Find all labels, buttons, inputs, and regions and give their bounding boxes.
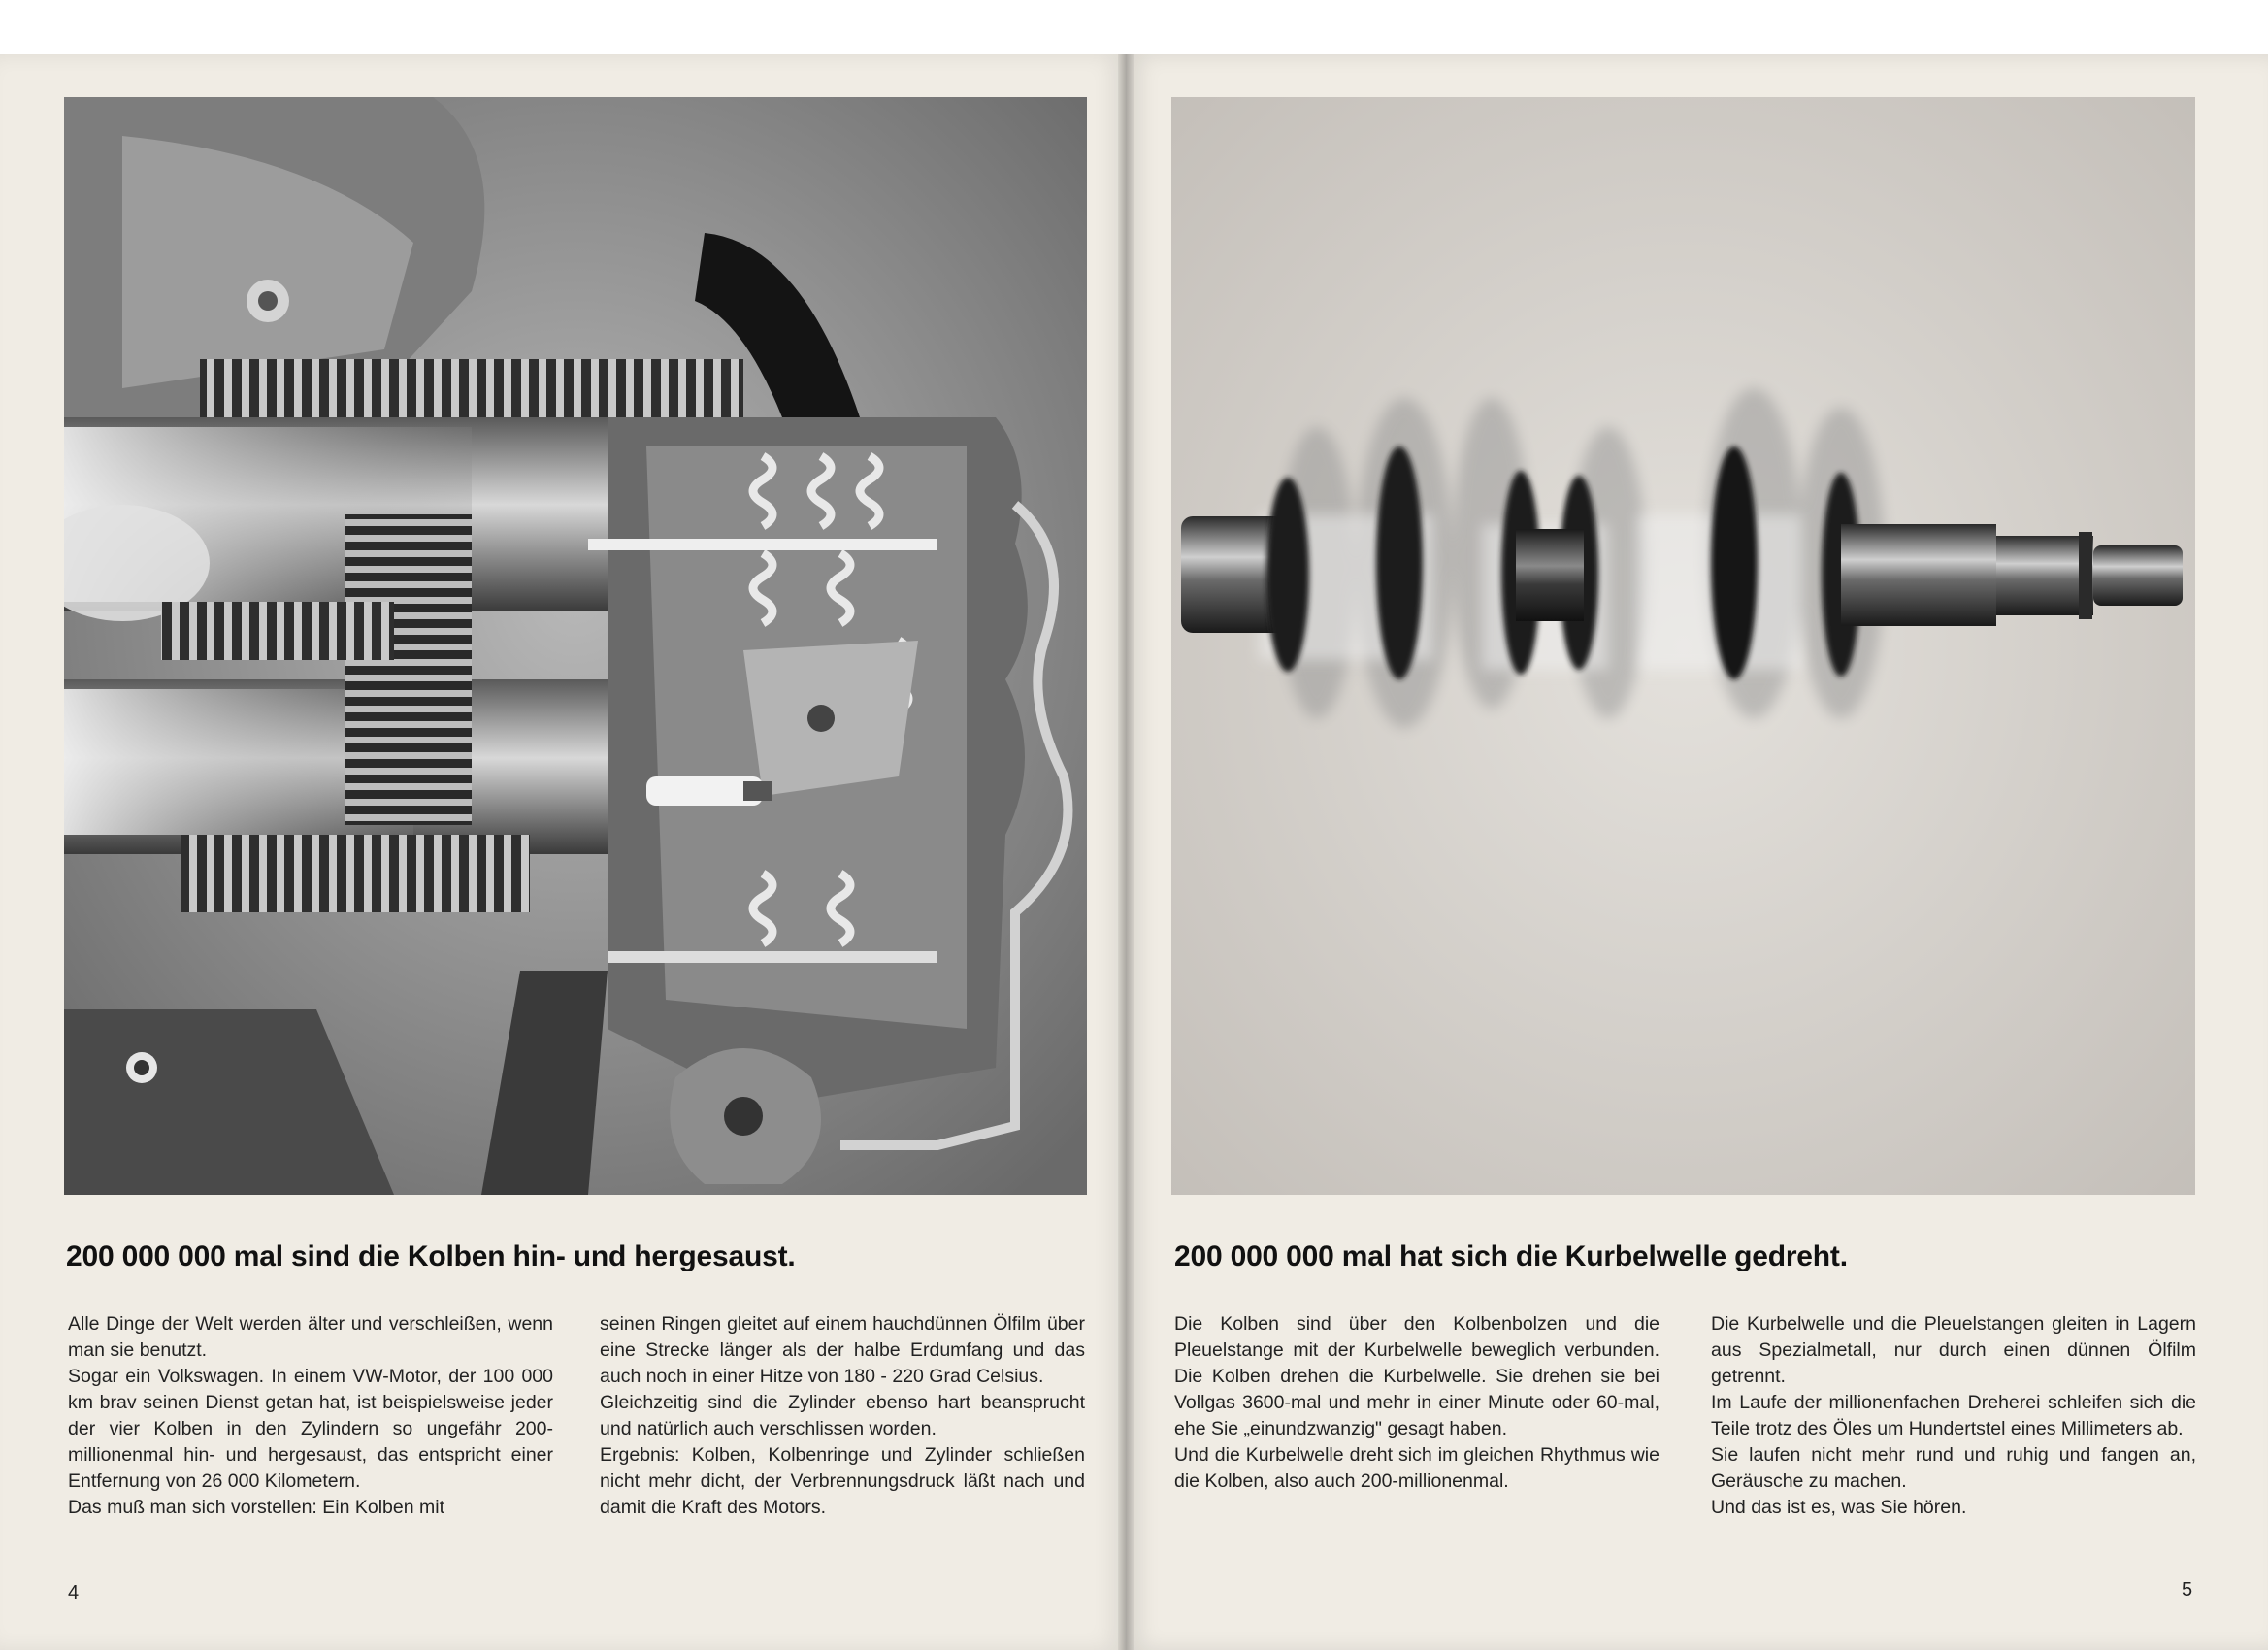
crankshaft-photo xyxy=(1171,97,2195,1195)
paragraph: Und die Kurbelwelle dreht sich im gleichen Rhythmus wie die Kolben, also auch 200-millionenmal. xyxy=(1174,1444,1660,1492)
paragraph: Ergebnis: Kolben, Kolbenringe und Zylinder schließen nicht mehr dicht, der Verbrennungsdruck läßt nach und damit die Kraft des Motors. xyxy=(600,1444,1085,1518)
page-number-left: 4 xyxy=(68,1582,80,1603)
paragraph: Und das ist es, was Sie hören. xyxy=(1711,1497,1967,1518)
paragraph: seinen Ringen gleitet auf einem hauchdünnen Ölfilm über eine Strecke länger als der halbe Erdumfang und das auch noch in einer Hitze von 180 - 220 Grad Celsius. xyxy=(600,1313,1085,1387)
page-number-right: 5 xyxy=(2182,1579,2193,1600)
engine-cutaway-illustration xyxy=(64,97,1087,1195)
right-text-column-1 xyxy=(1174,1311,1660,1495)
crankshaft-illustration xyxy=(1171,97,2195,1195)
right-headline: 200 000 000 mal hat sich die Kurbelwelle gedreht. xyxy=(1174,1240,1848,1272)
book-gutter xyxy=(1118,54,1134,1650)
paragraph: Sie laufen nicht mehr rund und ruhig und fangen an, Geräusche zu machen. xyxy=(1711,1444,2196,1492)
paragraph: Das muß man sich vorstellen: Ein Kolben mit xyxy=(68,1497,444,1518)
right-text-column-2 xyxy=(1711,1311,2196,1521)
paragraph: Alle Dinge der Welt werden älter und verschleißen, wenn man sie benutzt. xyxy=(68,1313,553,1361)
left-text-column-1 xyxy=(68,1311,553,1521)
paragraph: Die Kolben sind über den Kolbenbolzen und die Pleuelstange mit der Kurbelwelle beweglich verbunden. Die Kolben drehen die Kurbelwelle. Sie drehen sie bei Vollgas 3600-mal und mehr in einer Minute oder 60-mal, ehe Sie „einundzwanzig" gesagt haben. xyxy=(1174,1313,1660,1439)
left-headline: 200 000 000 mal sind die Kolben hin- und hergesaust. xyxy=(66,1240,796,1272)
left-text-column-2 xyxy=(600,1311,1085,1521)
paragraph: Gleichzeitig sind die Zylinder ebenso hart beansprucht und natürlich auch verschlissen worden. xyxy=(600,1392,1085,1439)
paragraph: Im Laufe der millionenfachen Dreherei schleifen sich die Teile trotz des Öles um Hundertstel eines Millimeters ab. xyxy=(1711,1392,2196,1439)
engine-cutaway-photo xyxy=(64,97,1087,1195)
paragraph: Die Kurbelwelle und die Pleuelstangen gleiten in Lagern aus Spezialmetall, nur durch einen dünnen Ölfilm getrennt. xyxy=(1711,1313,2196,1387)
paragraph: Sogar ein Volkswagen. In einem VW-Motor, der 100 000 km brav seinen Dienst getan hat, ist beispielsweise jeder der vier Kolben in den Zylindern so ungefähr 200-millionenmal hin- und hergesaust, das entspricht einer Entfernung von 26 000 Kilometern. xyxy=(68,1366,553,1492)
